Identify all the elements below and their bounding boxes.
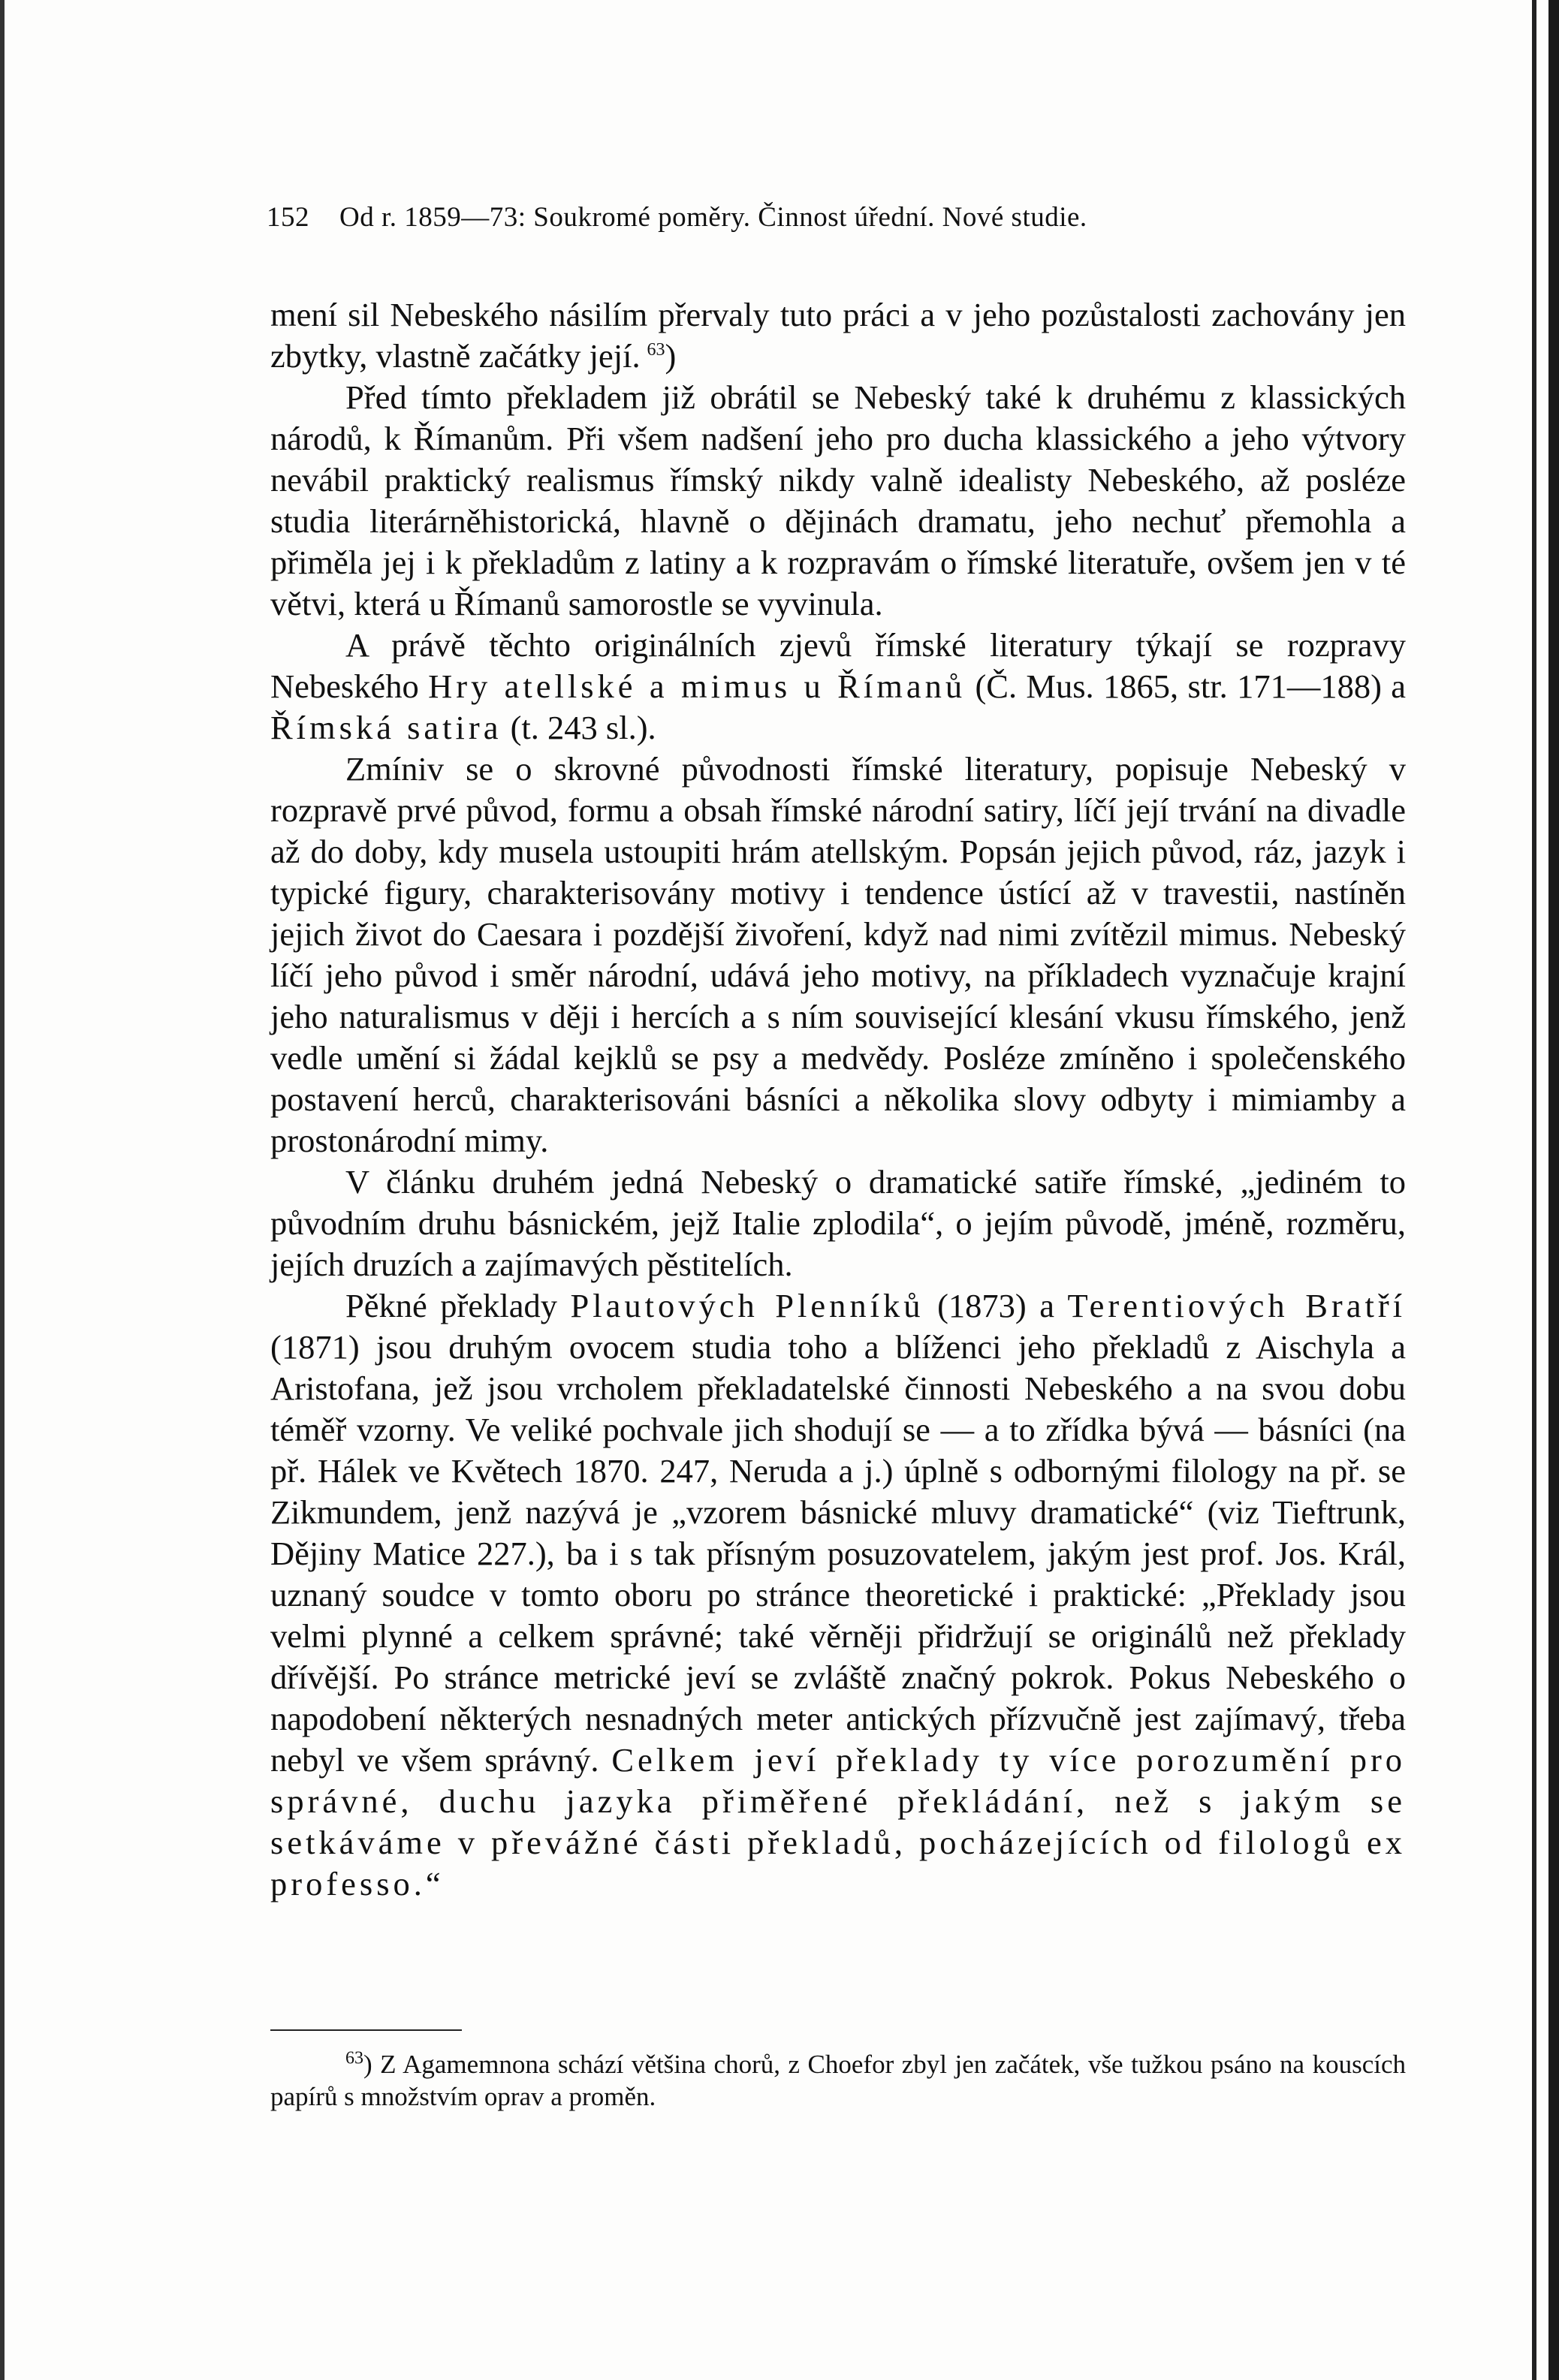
paragraph-5: V článku druhém jedná Nebeský o dramatické satiře římské, „jediném to původním druhu básnickém, jejž Italie zplodila“, o jejím původě, jméně, rozměru, jejích druzích a zajímavých pěstitelích. — [270, 1163, 1406, 1283]
title-terentiovych-bratri: Terentiových Bratří — [1067, 1287, 1407, 1324]
scan-edge-right-thin — [1532, 0, 1536, 2380]
footnote-divider — [270, 2029, 462, 2031]
quoted-emphasis: Celkem jeví překlady ty více porozumění pro správné, duchu jazyka přiměřené překládání, než s jakým se setkáváme v převážné části překladů, pocházejících od filologů ex professo. — [270, 1741, 1407, 1902]
paragraph-1 — [270, 294, 1406, 377]
footnote-63 — [270, 2048, 1406, 2113]
scan-edge-left — [0, 0, 5, 2380]
footnote-marker: 63 — [345, 2048, 363, 2068]
footnote — [270, 2048, 1406, 2113]
title-rimska-satira: Římská satira — [270, 709, 502, 746]
paragraph-6-text-b: (1873) a — [924, 1287, 1068, 1324]
running-head-title: Od r. 1859—73: Soukromé poměry. Činnost úřední. Nové studie. — [339, 202, 1087, 233]
paragraph-2: Před tímto překladem již obrátil se Nebeský také k druhému z klassických národů, k Římanům. Při všem nadšení jeho pro ducha klassického a jeho výtvory nevábil praktický realismus římský nikdy valně idealisty Nebeského, až posléze studia literárněhistorická, hlavně o dějinách dramatu, jeho nechuť přemohla a přiměla jej i k překladům z latiny a k rozpravám o římské literatuře, ovšem jen v té větvi, která u Římanů samorostle se vyvinula. — [270, 378, 1406, 622]
scan-edge-right — [1548, 0, 1559, 2380]
running-head — [267, 201, 1288, 233]
paragraph-3-text-c: (t. 243 sl.). — [502, 709, 656, 746]
paragraph-6-text-c: (1871) jsou druhým ovocem studia toho a blíženci jeho překladů z Aischyla a Aristofana, jež jsou vrcholem překladatelské činnosti Nebeského a na svou dobu téměř vzorny. Ve veliké pochvale jich shodují se — a to zřídka bývá — básníci (na př. Hálek ve Květech 1870. 247, Neruda a j.) úplně s odbornými filology na př. se Zikmundem, jenž nazývá je „vzorem básnické mluvy dramatické“ (viz Tieftrunk, Dějiny Matice 227.), ba i s tak přísným posuzovatelem, jakým jest prof. Jos. Král, uznaný soudce v tomto oboru po stránce theoretické i praktické: „Překlady jsou velmi plynné a celkem správné; také věrněji přidržují se originálů než překlady dřívější. Po stránce metrické jeví se zvláště značný pokrok. Pokus Nebeského o napodobení některých nesnadných meter antických přízvučně jest zajímavý, třeba nebyl ve všem správný. — [270, 1328, 1406, 1779]
title-hry-atellske: Hry atellské a mimus u Římanů — [428, 667, 966, 705]
quote-close: “ — [425, 1865, 441, 1902]
footnote-reference: 63 — [647, 340, 665, 360]
paragraph-6-text-a: Pěkné překlady — [345, 1287, 571, 1324]
paragraph-3-text-a: A právě těchto originálních zjevů římské literatury týkají se rozpravy Nebeského — [270, 626, 1406, 705]
paragraph-4: Zmíniv se o skrovné původnosti římské literatury, popisuje Nebeský v rozpravě prvé původ, formu a obsah římské národní satiry, líčí její trvání na divadle až do doby, kdy musela ustoupiti hrám atellským. Popsán jejich původ, ráz, jazyk i typické figury, charakterisovány motivy i tendence ústící až v travestii, nastíněn jejich život do Caesara i pozdější živoření, když nad nimi zvítězil mimus. Nebeský líčí jeho původ i směr národní, udává jeho motivy, na příkladech vyznačuje krajní jeho naturalismus v ději i hercích a s ním související klesání vkusu římského, jenž vedle umění si žádal kejklů se psy a medvědy. Posléze zmíněno i společenského postavení herců, charakterisováni básníci a několika slovy odbyty i mimiamby a prostonárodní mimy. — [270, 750, 1406, 1159]
footnote-reference-close: ) — [665, 337, 677, 375]
paragraph-3-text-b: (Č. Mus. 1865, str. 171—188) a — [966, 667, 1407, 705]
page-number: 152 — [267, 202, 309, 233]
footnote-text: ) Z Agamemnona schází většina chorů, z Choefor zbyl jen začátek, vše tužkou psáno na kouscích papírů s množstvím oprav a proměn. — [270, 2050, 1406, 2111]
body-text — [270, 294, 1406, 1905]
paragraph-1-text: mení sil Nebeského násilím přervaly tuto práci a v jeho pozůstalosti zachovány jen zbytky, vlastně začátky její. — [270, 296, 1406, 375]
title-plautovych-pleniku: Plautových Plenníků — [570, 1287, 924, 1324]
paragraph-3 — [270, 625, 1406, 749]
paragraph-6 — [270, 1285, 1406, 1905]
